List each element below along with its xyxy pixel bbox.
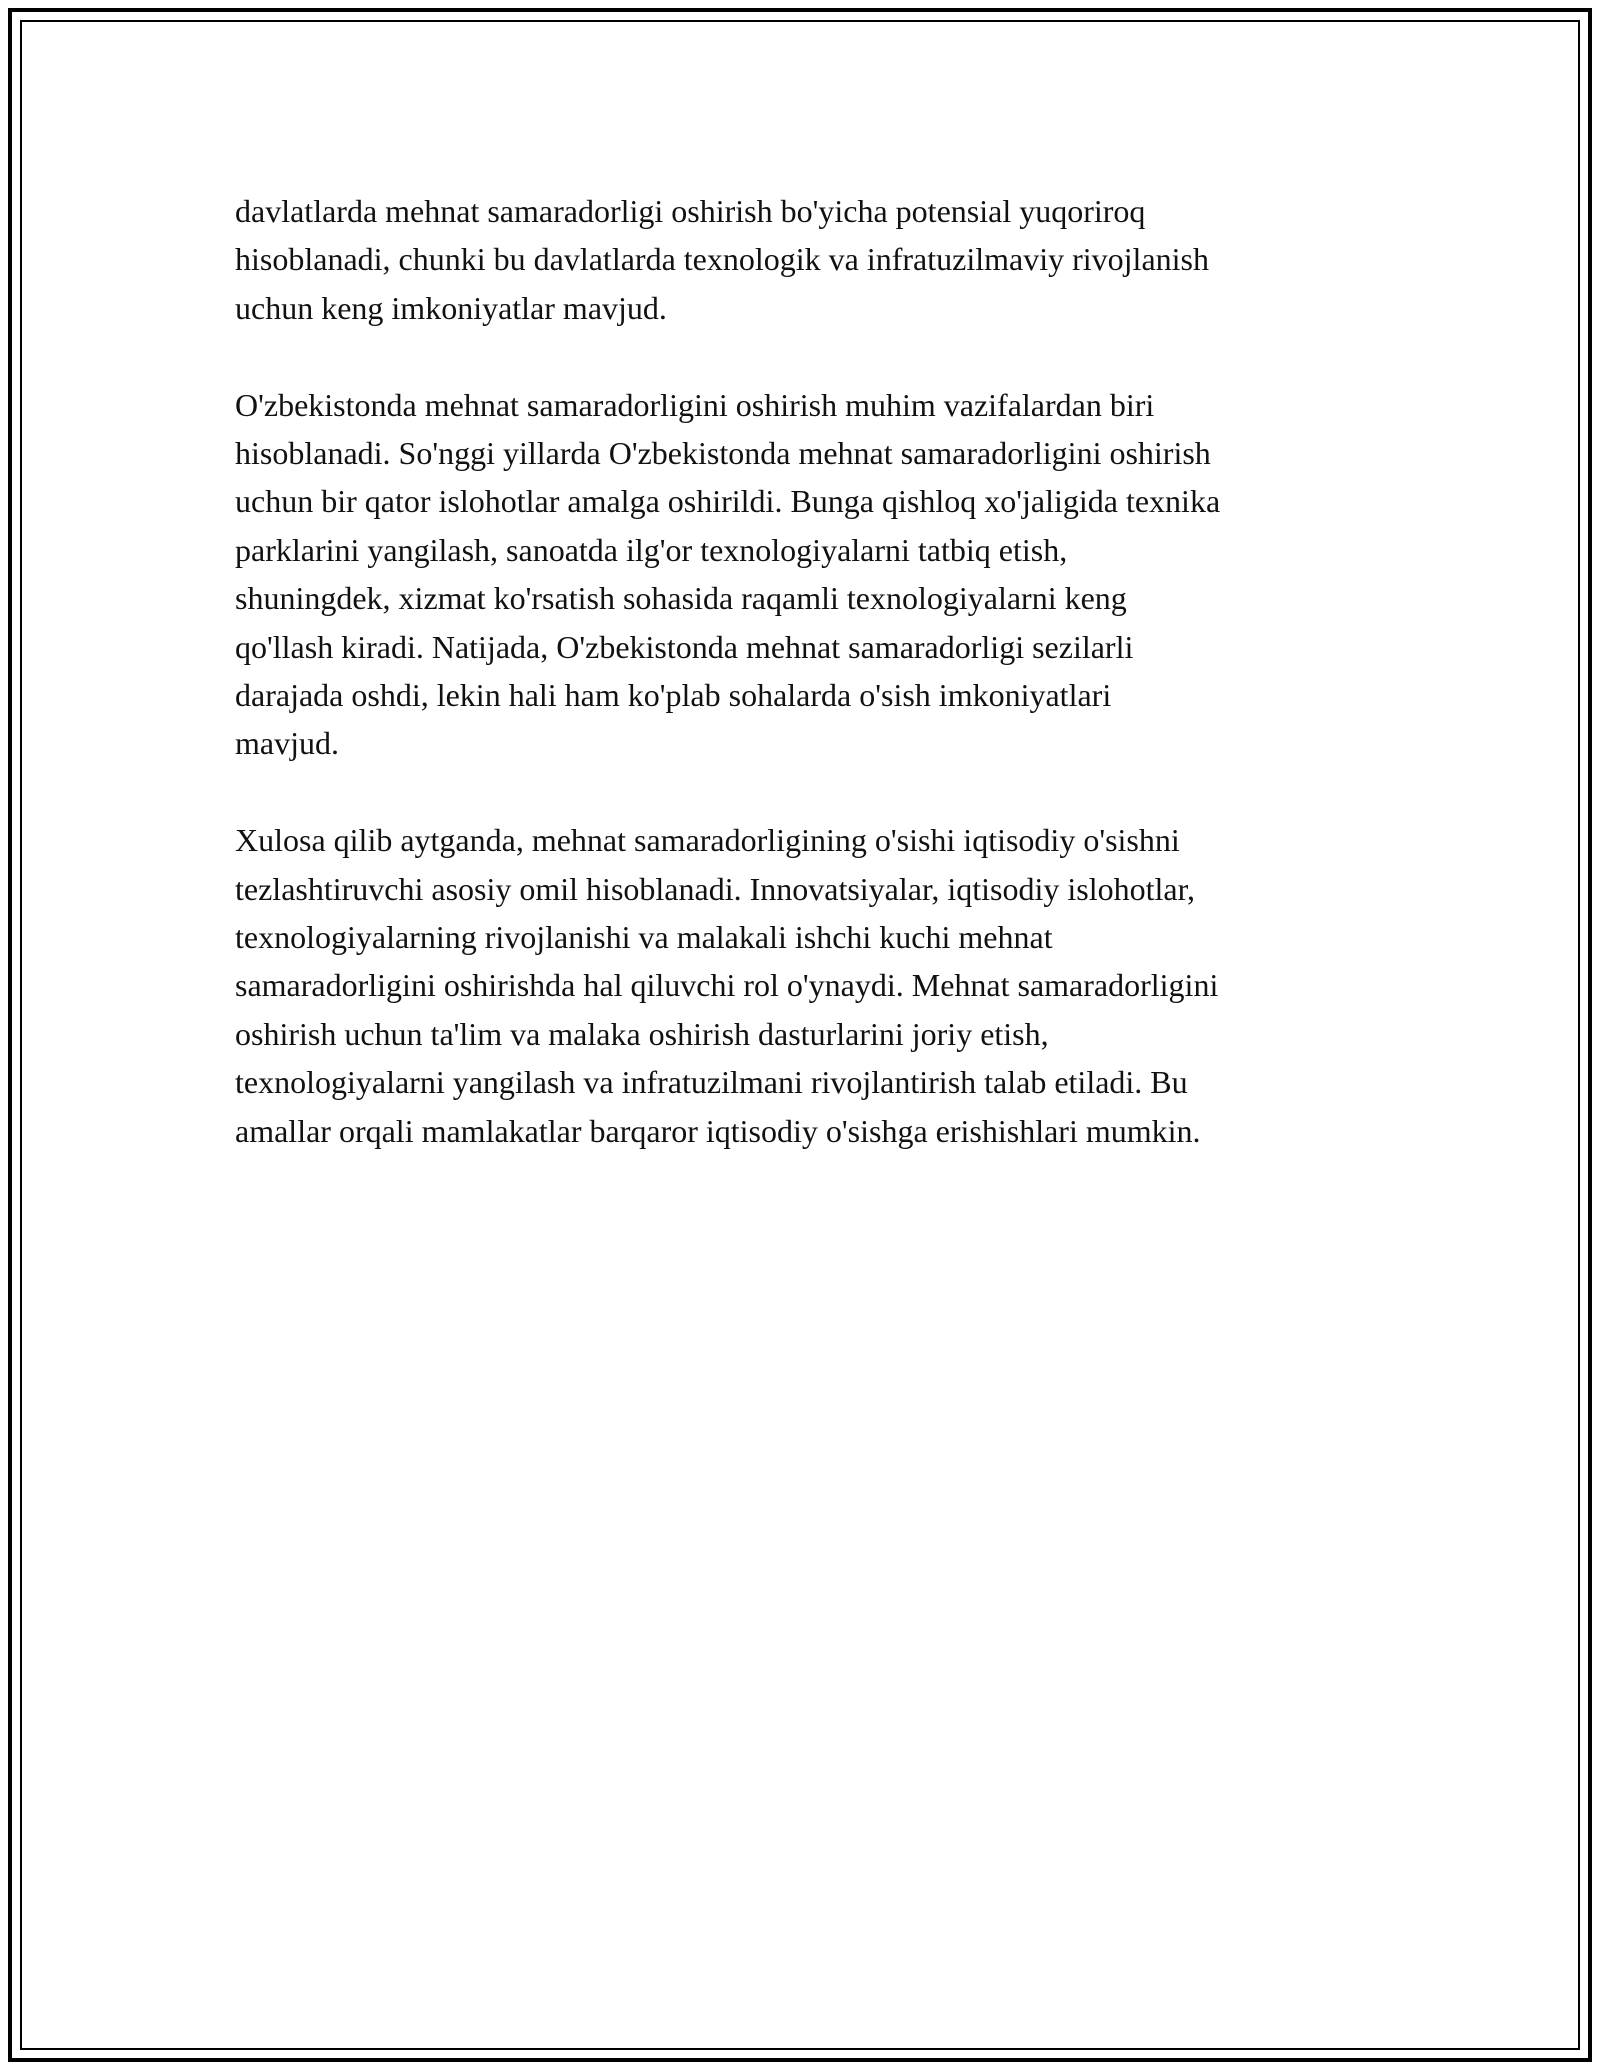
- paragraph-3: [235, 816, 1375, 1155]
- text-line: samaradorligini oshirishda hal qiluvchi rol o'ynaydi. Mehnat samaradorligini: [235, 967, 1219, 1004]
- text-line: oshirish uchun ta'lim va malaka oshirish dasturlarini joriy etish,: [235, 1015, 1049, 1052]
- text-line: davlatlarda mehnat samaradorligi oshirish bo'yicha potensial yuqoriroq: [235, 193, 1146, 229]
- document-body: [235, 187, 1375, 1155]
- text-line: hisoblanadi, chunki bu davlatlarda texnologik va infratuzilmaviy rivojlanish: [235, 241, 1209, 278]
- text-line: hisoblanadi. So'nggi yillarda O'zbekistonda mehnat samaradorligini oshirish: [235, 435, 1211, 472]
- text-line: O'zbekistonda mehnat samaradorligini oshirish muhim vazifalardan biri: [235, 386, 1155, 423]
- text-line: uchun keng imkoniyatlar mavjud.: [235, 289, 667, 326]
- text-line: parklarini yangilash, sanoatda ilg'or texnologiyalarni tatbiq etish,: [235, 531, 1068, 568]
- text-line: darajada oshdi, lekin hali ham ko'plab sohalarda o'sish imkoniyatlari: [235, 677, 1112, 714]
- text-line: amallar orqali mamlakatlar barqaror iqtisodiy o'sishga erishishlari mumkin.: [235, 1112, 1201, 1149]
- text-line: tezlashtiruvchi asosiy omil hisoblanadi. Innovatsiyalar, iqtisodiy islohotlar,: [235, 870, 1195, 907]
- paragraph-2: [235, 381, 1375, 768]
- text-line: texnologiyalarni yangilash va infratuzilmani rivojlantirish talab etiladi. Bu: [235, 1064, 1188, 1101]
- text-line: texnologiyalarning rivojlanishi va malakali ishchi kuchi mehnat: [235, 919, 1053, 956]
- text-line: mavjud.: [235, 725, 339, 762]
- text-line: Xulosa qilib aytganda, mehnat samaradorligining o'sishi iqtisodiy o'sishni: [235, 822, 1180, 859]
- text-line: shuningdek, xizmat ko'rsatish sohasida raqamli texnologiyalarni keng: [235, 580, 1127, 617]
- paragraph-1: [235, 187, 1375, 332]
- text-line: uchun bir qator islohotlar amalga oshirildi. Bunga qishloq xo'jaligida texnika: [235, 483, 1221, 520]
- text-line: qo'llash kiradi. Natijada, O'zbekistonda mehnat samaradorligi sezilarli: [235, 628, 1134, 665]
